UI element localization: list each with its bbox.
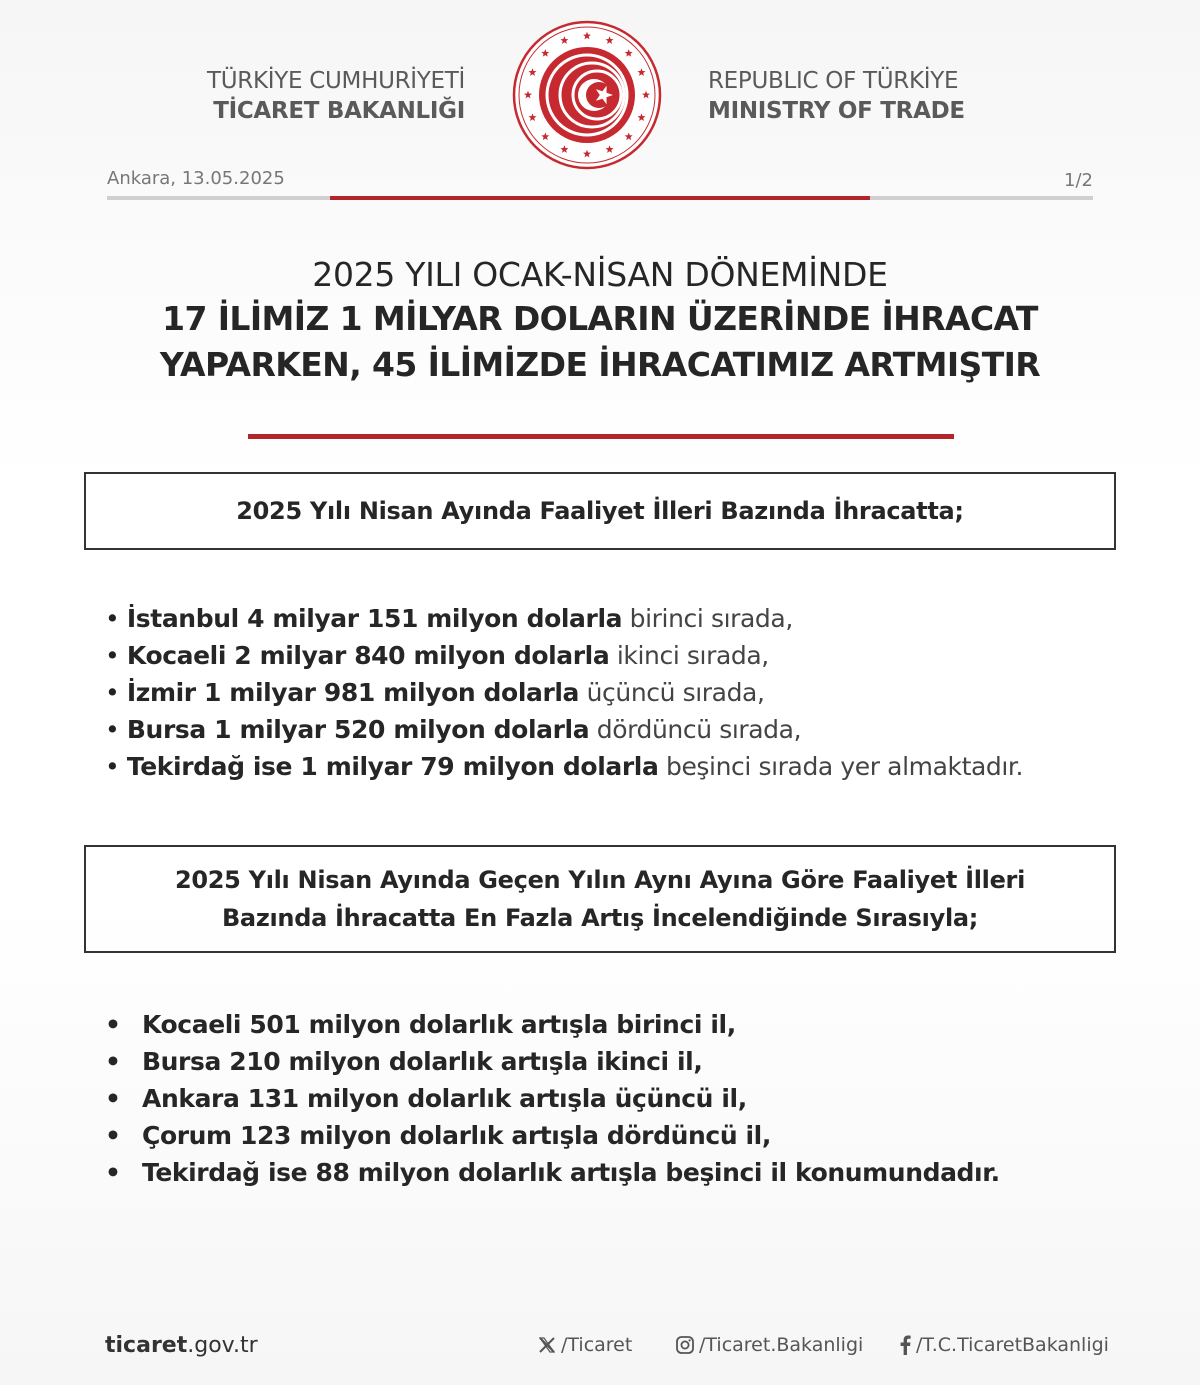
section2-heading-line2: Bazında İhracatta En Fazla Artış İncelendiğinde Sırasıyla;: [221, 904, 979, 932]
page-title-line1: 2025 YILI OCAK-NİSAN DÖNEMİNDE: [312, 255, 888, 294]
social-instagram-handle: /Ticaret.Bakanligi: [699, 1334, 864, 1356]
list-item-rest: ikinci sırada,: [616, 641, 769, 670]
list-item: • Tekirdağ ise 1 milyar 79 milyon dolarla beşinci sırada yer almaktadır.: [105, 752, 1024, 781]
section2-list: [105, 1006, 1105, 1191]
section1-list: [105, 600, 1105, 785]
ministry-name-en: [708, 66, 1068, 126]
list-item-text: Ankara 131 milyon dolarlık artışla üçüncü il,: [142, 1084, 747, 1113]
list-item: • İstanbul 4 milyar 151 milyon dolarla birinci sırada,: [105, 604, 793, 633]
list-item: • Bursa 1 milyar 520 milyon dolarla dördüncü sırada,: [105, 715, 802, 744]
list-item: • Bursa 210 milyon dolarlık artışla ikinci il,: [105, 1043, 1105, 1080]
section1-heading-box: [84, 472, 1116, 550]
list-item-rest: üçüncü sırada,: [586, 678, 765, 707]
website-link[interactable]: [105, 1333, 258, 1358]
ministry-name-tr: [120, 66, 465, 126]
list-item-bold: Tekirdağ ise 1 milyar 79 milyon dolarla: [126, 752, 659, 781]
section2-heading-box: [84, 845, 1116, 953]
social-instagram-link[interactable]: [675, 1334, 863, 1356]
header-divider-accent: [330, 196, 870, 200]
instagram-icon: [675, 1335, 695, 1355]
page-number: 1/2: [1064, 170, 1093, 191]
list-item-text: Tekirdağ ise 88 milyon dolarlık artışla beşinci il konumundadır.: [142, 1158, 1000, 1187]
list-item-bold: Bursa 1 milyar 520 milyon dolarla: [126, 715, 590, 744]
list-item: • Kocaeli 501 milyon dolarlık artışla birinci il,: [105, 1006, 1105, 1043]
section2-heading-line1: 2025 Yılı Nisan Ayında Geçen Yılın Aynı Ayına Göre Faaliyet İlleri: [174, 866, 1026, 894]
list-item-text: Çorum 123 milyon dolarlık artışla dördüncü il,: [142, 1121, 771, 1150]
list-item: • Tekirdağ ise 88 milyon dolarlık artışla beşinci il konumundadır.: [105, 1154, 1105, 1191]
social-facebook-handle: /T.C.TicaretBakanligi: [916, 1334, 1109, 1356]
ministry-name-en-line2: MINISTRY OF TRADE: [708, 98, 965, 124]
facebook-icon: [898, 1335, 912, 1355]
page-title: [60, 254, 1140, 388]
title-divider: [248, 434, 954, 439]
release-date: Ankara, 13.05.2025: [107, 168, 285, 189]
ministry-name-tr-line2: TİCARET BAKANLIĞI: [213, 98, 465, 124]
x-icon: [537, 1335, 557, 1355]
list-item-text: Kocaeli 501 milyon dolarlık artışla birinci il,: [142, 1010, 736, 1039]
ministry-seal-icon: [512, 20, 662, 170]
list-item: • İzmir 1 milyar 981 milyon dolarla üçüncü sırada,: [105, 678, 765, 707]
list-item-text: Bursa 210 milyon dolarlık artışla ikinci il,: [142, 1047, 703, 1076]
social-x-link[interactable]: [537, 1334, 632, 1356]
list-item: • Ankara 131 milyon dolarlık artışla üçüncü il,: [105, 1080, 1105, 1117]
ministry-name-en-line1: REPUBLIC OF TÜRKİYE: [708, 68, 959, 94]
section1-heading: 2025 Yılı Nisan Ayında Faaliyet İlleri Bazında İhracatta;: [236, 497, 964, 525]
website-name: ticaret: [105, 1333, 188, 1358]
social-facebook-link[interactable]: [898, 1334, 1109, 1356]
list-item-rest: beşinci sırada yer almaktadır.: [665, 752, 1024, 781]
list-item-bold: İstanbul 4 milyar 151 milyon dolarla: [126, 604, 623, 633]
website-domain: .gov.tr: [187, 1333, 258, 1358]
page-title-line3: YAPARKEN, 45 İLİMİZDE İHRACATIMIZ ARTMIŞTIR: [159, 345, 1041, 384]
list-item-rest: dördüncü sırada,: [596, 715, 802, 744]
list-item-bold: Kocaeli 2 milyar 840 milyon dolarla: [126, 641, 610, 670]
list-item: • Çorum 123 milyon dolarlık artışla dördüncü il,: [105, 1117, 1105, 1154]
list-item-rest: birinci sırada,: [629, 604, 793, 633]
page-title-line2: 17 İLİMİZ 1 MİLYAR DOLARIN ÜZERİNDE İHRACAT: [162, 299, 1038, 338]
ministry-name-tr-line1: TÜRKİYE CUMHURİYETİ: [207, 68, 465, 94]
social-x-handle: /Ticaret: [561, 1334, 633, 1356]
list-item: • Kocaeli 2 milyar 840 milyon dolarla ikinci sırada,: [105, 641, 769, 670]
list-item-bold: İzmir 1 milyar 981 milyon dolarla: [126, 678, 580, 707]
